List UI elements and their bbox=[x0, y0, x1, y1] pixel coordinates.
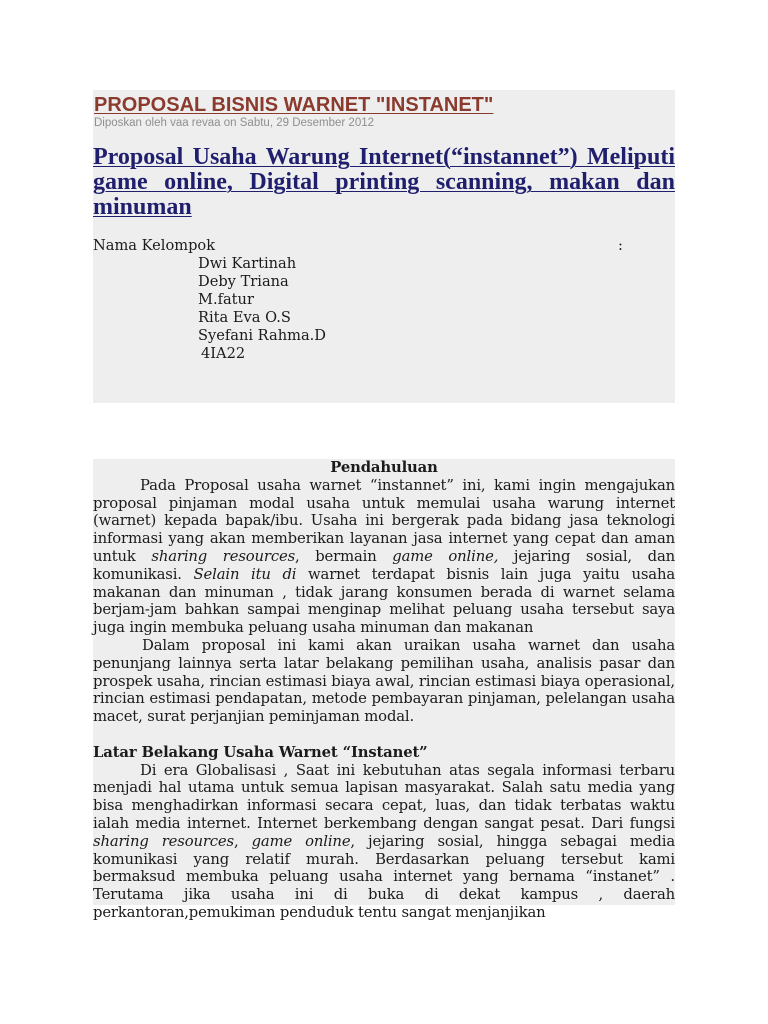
post-title[interactable]: PROPOSAL BISNIS WARNET "INSTANET" bbox=[94, 94, 494, 116]
background-paragraph: Di era Globalisasi , Saat ini kebutuhan atas segala informasi terbaru menjadi hal utama untuk semua lapisan masyarakat. Salah satu media yang bisa menghadirkan informasi secara cepat, luas, dan tidak terbatas waktu ialah media internet. Internet berkembang dengan sangat pesat. Dari fungsi sharing resources, game online, jejaring sosial, hingga sebagai media komunikasi yang relatif murah. Berdasarkan peluang tersebut kami bermaksud membuka peluang usaha internet yang bernama “instanet” . Terutama jika usaha ini di buka di dekat kampus , daerah perkantoran,pemukiman penduduk tentu sangat menjanjikan bbox=[93, 761, 675, 921]
header-panel bbox=[93, 90, 675, 403]
post-meta: Diposkan oleh vaa revaa on Sabtu, 29 Desember 2012 bbox=[94, 117, 375, 129]
member-item: Rita Eva O.S bbox=[198, 309, 291, 326]
class-code: 4IA22 bbox=[201, 345, 246, 362]
group-label: Nama Kelompok bbox=[93, 237, 216, 254]
intro-paragraph-1: Pada Proposal usaha warnet “instannet” ini, kami ingin mengajukan proposal pinjaman modal usaha untuk memulai usaha warung internet (warnet) kepada bapak/ibu. Usaha ini bergerak pada bidang jasa teknologi informasi yang akan memberikan layanan jasa internet yang cepat dan aman untuk sharing resources, bermain game online, jejaring sosial, dan komunikasi. Selain itu di warnet terdapat bisnis lain juga yaitu usaha makanan dan minuman , tidak jarang konsumen berada di warnet selama berjam-jam bahkan sampai menginap melihat peluang usaha tersebut saya juga ingin membuka peluang usaha minuman dan makanan bbox=[93, 476, 675, 637]
intro-paragraph-2: Dalam proposal ini kami akan uraikan usaha warnet dan usaha penunjang lainnya serta latar belakang pemilihan usaha, analisis pasar dan prospek usaha, rincian estimasi biaya awal, rincian estimasi biaya operasional, rincian estimasi pendapatan, metode pembayaran pinjaman, pelelangan usaha macet, surat perjanjian peminjaman modal. bbox=[93, 636, 675, 726]
body-panel bbox=[93, 459, 675, 921]
member-item: Deby Triana bbox=[198, 273, 289, 290]
member-item: Dwi Kartinah bbox=[198, 255, 297, 272]
group-colon: : bbox=[618, 237, 623, 254]
group-section bbox=[93, 237, 675, 363]
intro-heading: Pendahuluan bbox=[330, 459, 438, 476]
member-item: Syefani Rahma.D bbox=[198, 327, 326, 344]
member-item: M.fatur bbox=[198, 291, 254, 308]
document-content bbox=[93, 459, 675, 922]
main-heading[interactable]: Proposal Usaha Warung Internet(“instannet”) Meliputi game online, Digital printing scanning, makan dan minuman bbox=[93, 144, 675, 220]
background-heading: Latar Belakang Usaha Warnet “Instanet” bbox=[93, 743, 428, 761]
member-list bbox=[93, 255, 675, 363]
section-gap bbox=[93, 726, 675, 744]
